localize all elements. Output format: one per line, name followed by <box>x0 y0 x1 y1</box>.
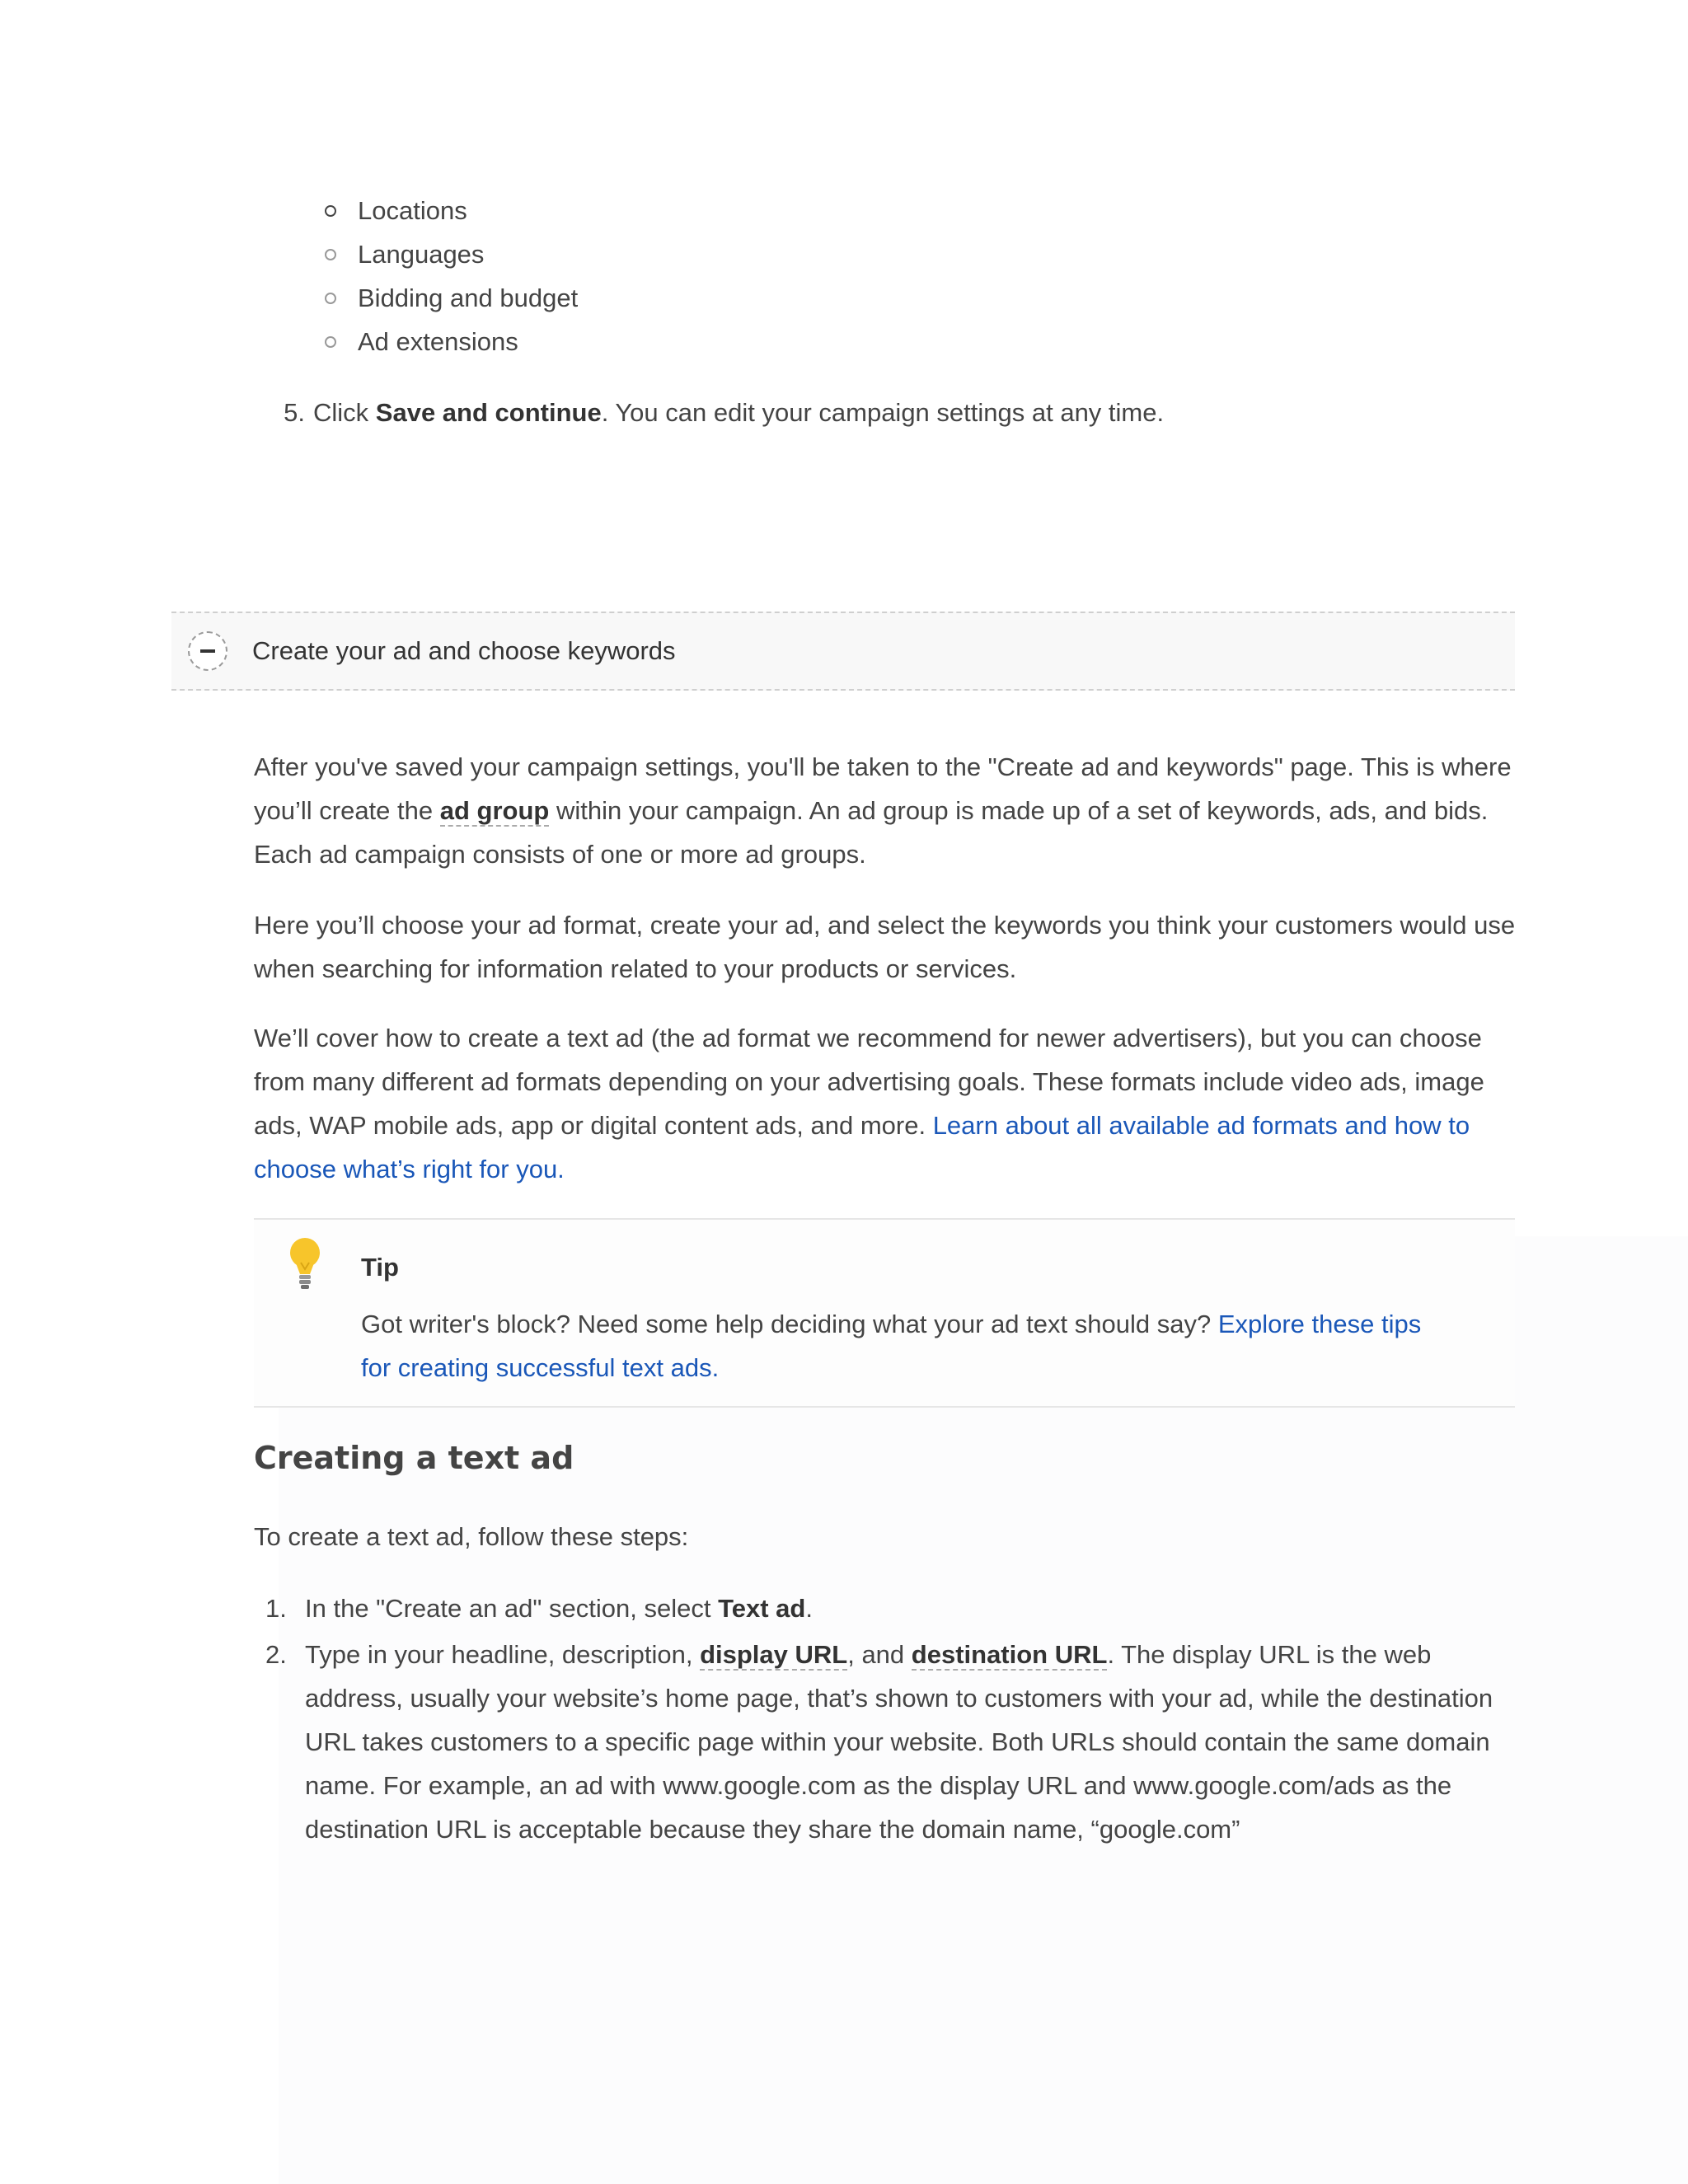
bullet-icon <box>325 336 336 348</box>
format-paragraph <box>254 903 1523 991</box>
list-item <box>321 276 578 320</box>
step-number: 1. <box>265 1594 287 1623</box>
step-text: Type in your headline, description, <box>305 1640 701 1669</box>
ad-formats-paragraph <box>254 1016 1523 1191</box>
destination-url-term[interactable]: destination URL <box>911 1640 1108 1669</box>
accordion-title[interactable]: Create your ad and choose keywords <box>252 636 676 665</box>
ad-formats-link[interactable]: Learn about all available ad formats and how to choose what’s right for you. <box>254 1111 1470 1183</box>
tip-box <box>254 1218 1515 1408</box>
list-item-label: Ad extensions <box>358 327 518 356</box>
paragraph-text: within your campaign. An ad group is made up of a set of keywords, ads, and bids. Each ad campaign consists of one or more ad groups. <box>254 796 1489 869</box>
step-text: . You can edit your campaign settings at any time. <box>601 398 1165 427</box>
list-item <box>254 1633 1523 1851</box>
text-ad-tips-link[interactable]: Explore these tips for creating successful text ads. <box>361 1310 1422 1382</box>
paragraph-text: We’ll cover how to create a text ad (the ad format we recommend for newer advertisers), but you can choose from many different ad formats depending on your advertising goals. These formats include video ads, image ads, WAP mobile ads, app or digital content ads, and more. <box>254 1024 1484 1140</box>
bullet-icon <box>325 249 336 260</box>
step-text: . The display URL is the web address, usually your website’s home page, that’s shown to customers with your ad, while the destination URL takes customers to a specific page within your website. Both URLs should contain the same domain name. For example, an ad with www.google.com as the display URL and www.google.com/ads as the destination URL is acceptable because they share the domain name, “google.com” <box>305 1640 1493 1844</box>
tip-body <box>361 1302 1457 1390</box>
bullet-icon <box>325 205 336 217</box>
list-item <box>321 189 578 232</box>
list-item <box>254 1586 1523 1630</box>
collapse-icon[interactable] <box>188 631 227 671</box>
tip-text: Got writer's block? Need some help deciding what your ad text should say? <box>361 1310 1218 1338</box>
paragraph-text: Here you’ll choose your ad format, create your ad, and select the keywords you think your customers would use when searching for information related to your products or services. <box>254 911 1516 983</box>
paragraph-text: After you've saved your campaign settings, you'll be taken to the "Create ad and keywords" page. This is where you’ll create the <box>254 752 1512 825</box>
list-item-label: Bidding and budget <box>358 284 579 312</box>
bullet-icon <box>325 293 336 304</box>
tip-title: Tip <box>361 1253 399 1282</box>
step-text: Click <box>313 398 376 427</box>
accordion-create-ad[interactable] <box>171 612 1515 691</box>
step-number: 5. <box>284 398 305 427</box>
text-ad-label: Text ad <box>718 1594 806 1623</box>
list-item-label: Locations <box>358 196 467 225</box>
display-url-term[interactable]: display URL <box>700 1640 848 1669</box>
list-item <box>321 320 578 363</box>
save-and-continue-label: Save and continue <box>375 398 602 427</box>
intro-paragraph <box>254 745 1523 876</box>
lightbulb-icon <box>288 1238 321 1292</box>
step-text: In the "Create an ad" section, select <box>305 1594 719 1623</box>
list-item <box>321 232 578 276</box>
ad-group-term[interactable]: ad group <box>439 796 550 825</box>
steps-intro: To create a text ad, follow these steps: <box>254 1522 689 1551</box>
list-item-label: Languages <box>358 240 485 269</box>
text-ad-steps <box>254 1586 1523 1851</box>
step-number: 2. <box>265 1640 287 1669</box>
step-5 <box>265 391 1164 434</box>
step-text: . <box>805 1594 813 1623</box>
section-heading: Creating a text ad <box>254 1440 574 1476</box>
settings-sublist <box>321 189 578 363</box>
step-text: , and <box>847 1640 912 1669</box>
